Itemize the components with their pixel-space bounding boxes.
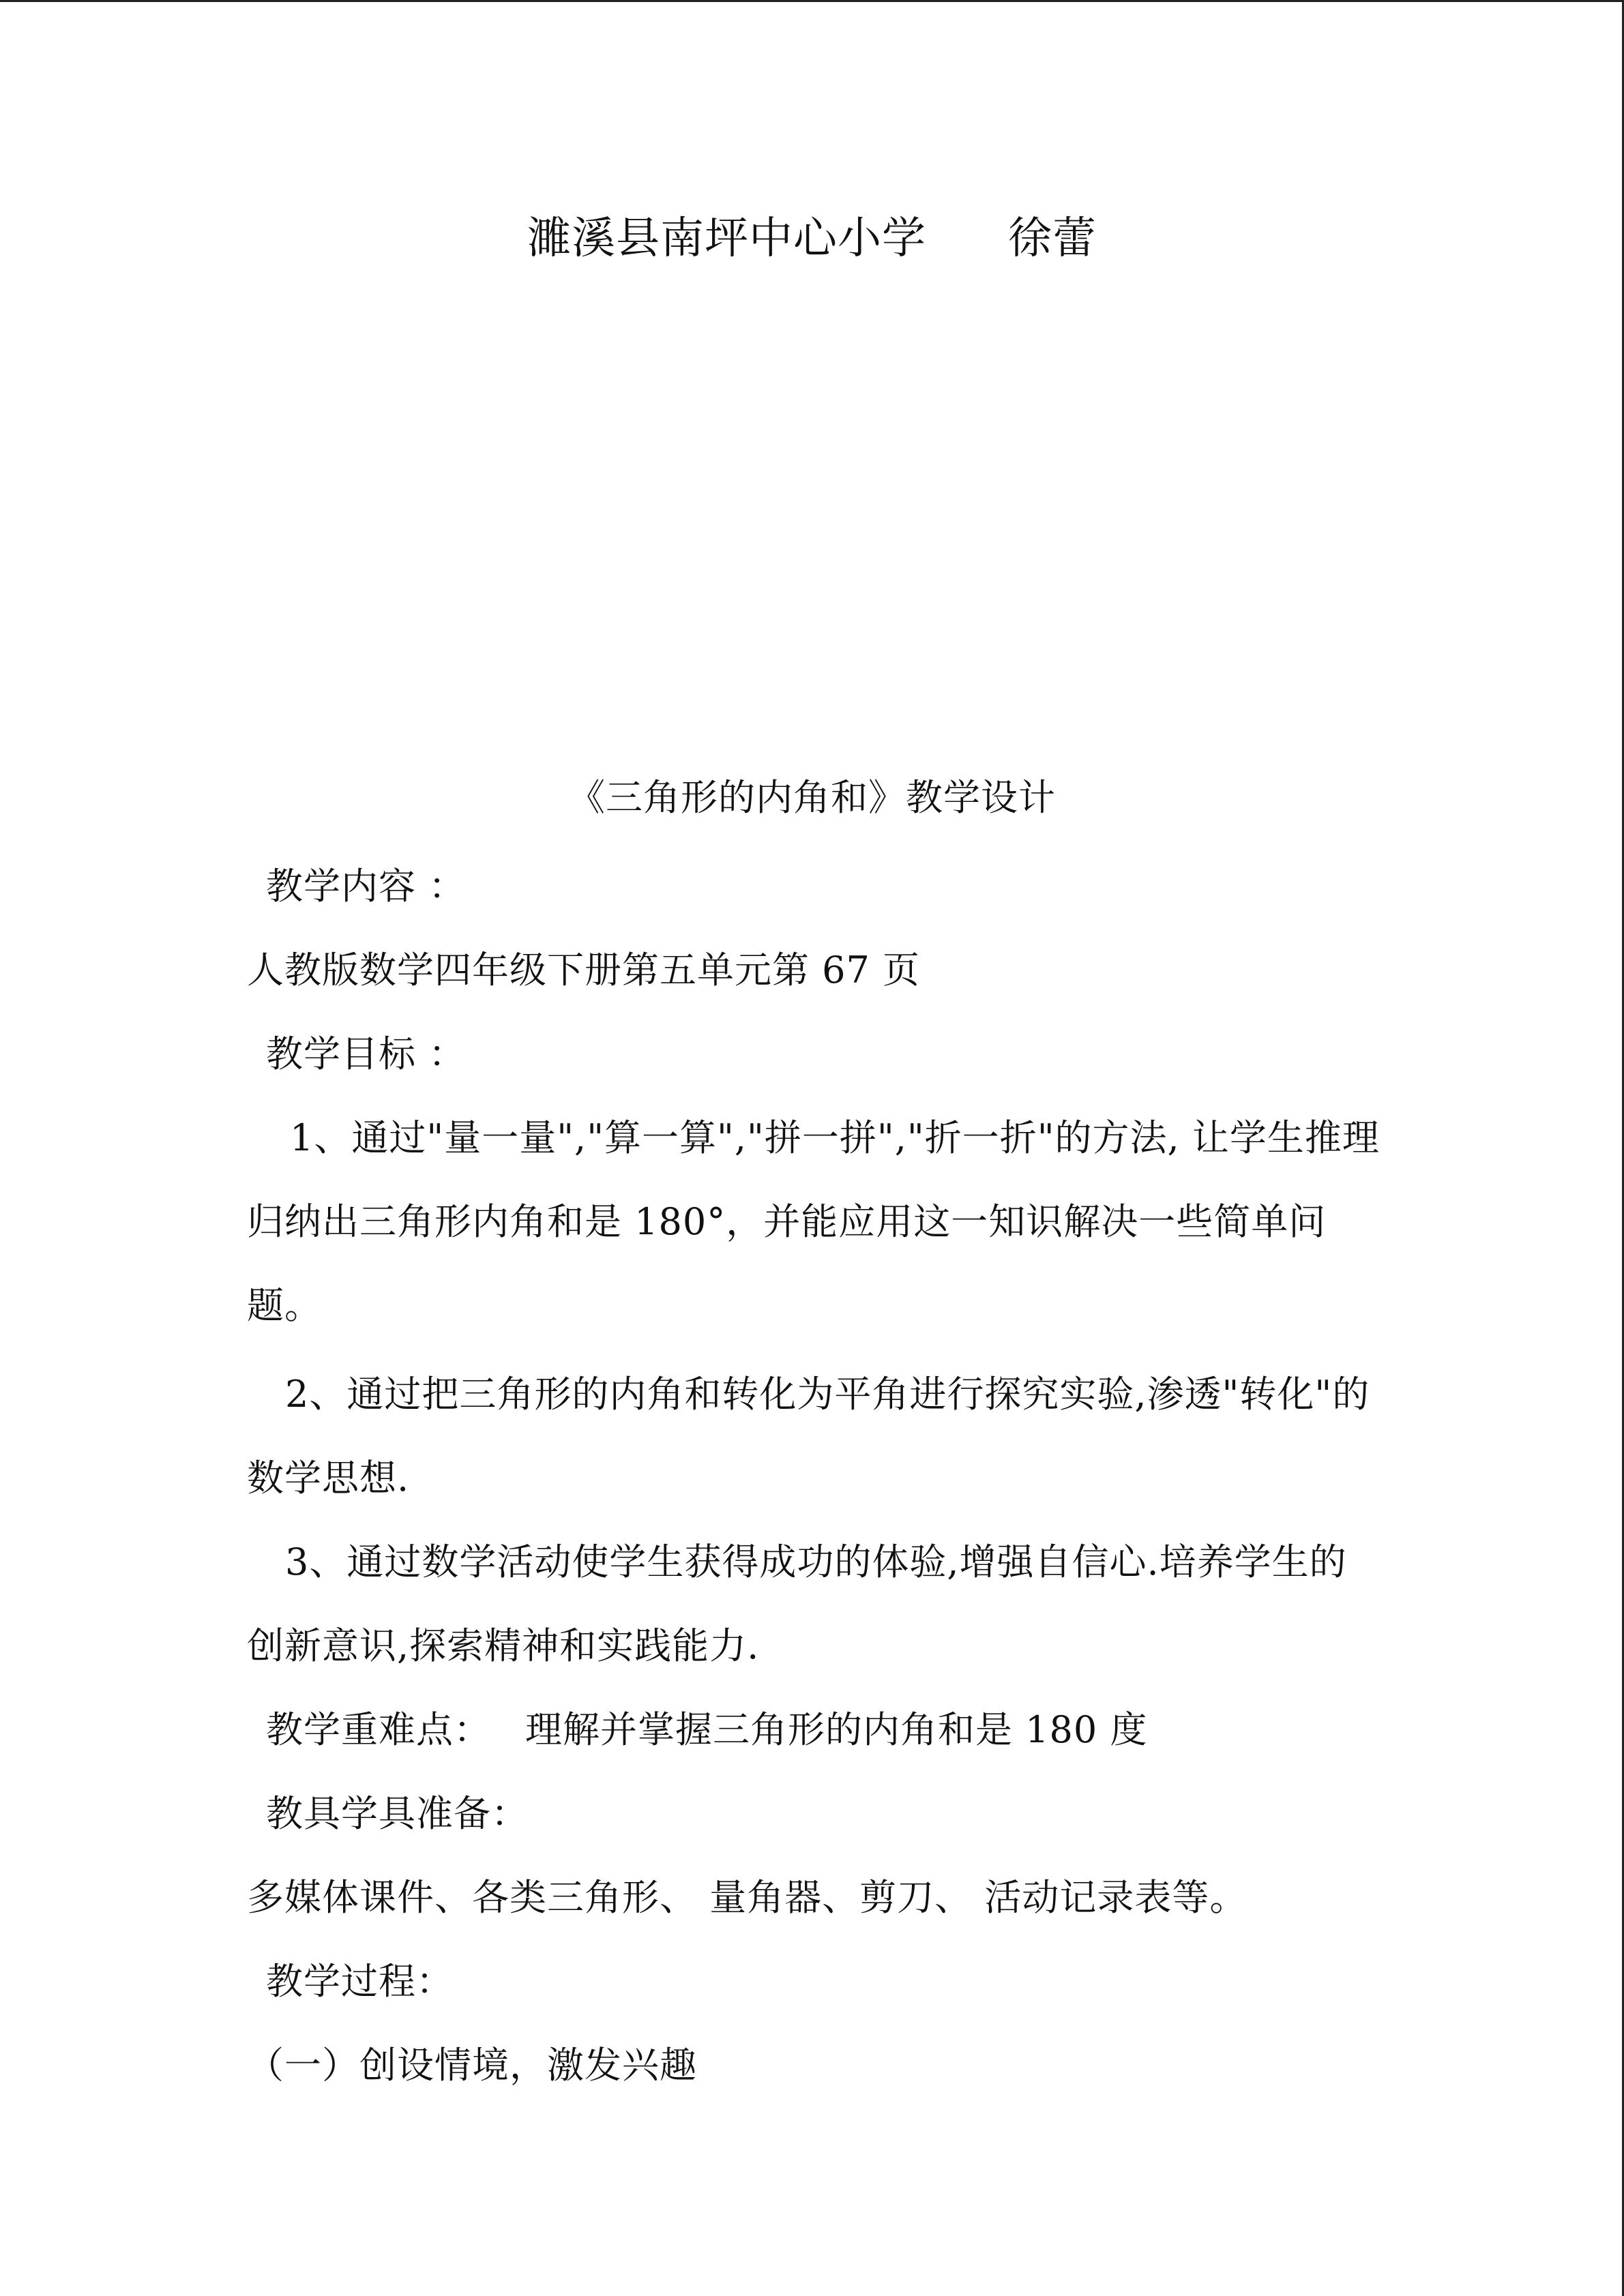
document-header xyxy=(0,211,1624,266)
school-name: 濉溪县南坪中心小学 xyxy=(527,213,926,264)
goals-heading: 教学目标 ： xyxy=(266,1032,467,1075)
goal3-line1: 3、通过数学活动使学生获得成功的体验,增强自信心.培养学生的 xyxy=(285,1540,1347,1583)
tools-text: 多媒体课件、各类三角形、 量角器、剪刀、 活动记录表等。 xyxy=(247,1876,1247,1919)
goal2-line2: 数学思想. xyxy=(247,1457,410,1500)
process-heading: 教学过程： xyxy=(266,1960,454,2003)
goal3-line2: 创新意识,探索精神和实践能力. xyxy=(247,1624,760,1667)
key-points-text: 理解并掌握三角形的内角和是 180 度 xyxy=(525,1708,1148,1751)
section1-heading: （一）创设情境，激发兴趣 xyxy=(247,2044,697,2087)
goal2-line1: 2、通过把三角形的内角和转化为平角进行探究实验,渗透"转化"的 xyxy=(285,1373,1370,1416)
document-title: 《三角形的内角和》教学设计 xyxy=(568,776,1056,819)
key-points-label: 教学重难点： xyxy=(266,1708,491,1751)
page-top-border xyxy=(0,0,1624,2)
goal1-line3: 题。 xyxy=(247,1284,322,1327)
author-name: 徐蕾 xyxy=(1008,213,1097,264)
key-points xyxy=(266,1706,1147,1754)
content-text: 人教版数学四年级下册第五单元第 67 页 xyxy=(247,949,921,992)
goal1-line1: 1、通过"量一量","算一算","拼一拼","折一折"的方法, 让学生推理 xyxy=(290,1116,1380,1159)
content-heading: 教学内容 ： xyxy=(266,865,467,908)
goal1-line2: 归纳出三角形内角和是 180°，并能应用这一知识解决一些简单问 xyxy=(247,1200,1327,1243)
tools-heading: 教具学具准备： xyxy=(266,1792,529,1835)
